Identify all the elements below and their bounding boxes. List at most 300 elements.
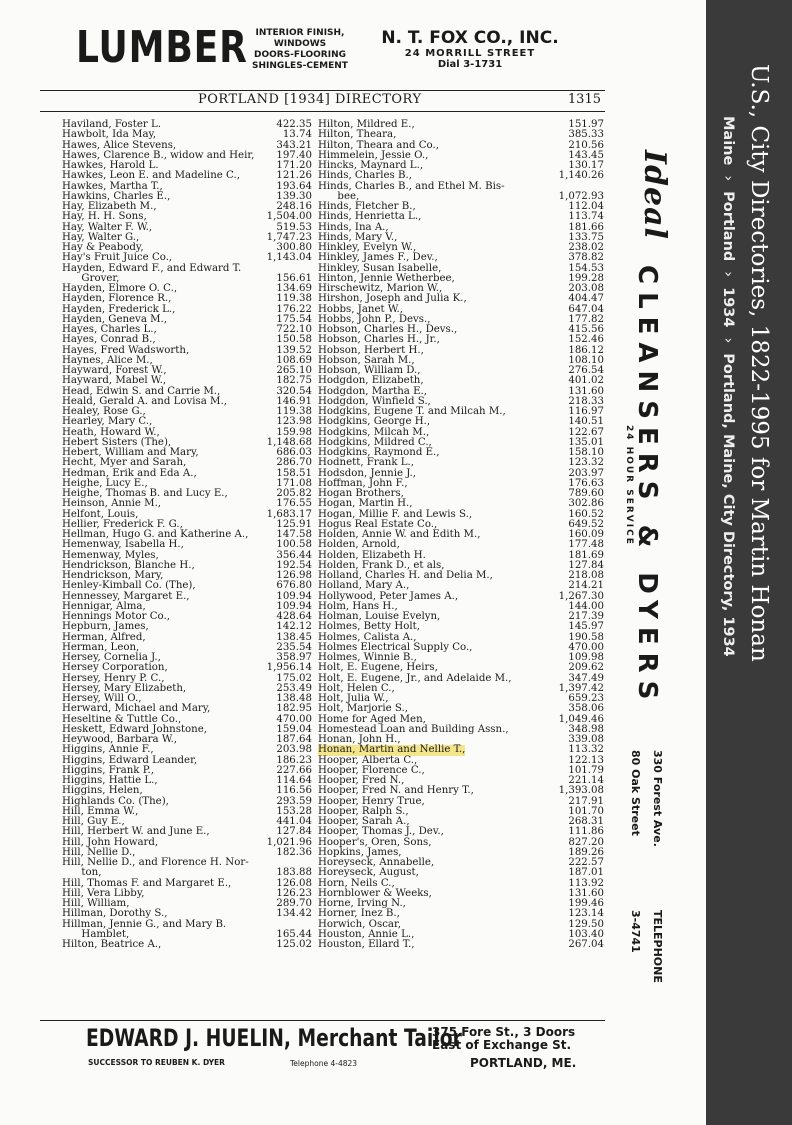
listing-name: Herman, Alfred, bbox=[62, 631, 146, 643]
breadcrumb bbox=[720, 116, 736, 657]
listing-name: Hennessey, Margaret E., bbox=[62, 590, 190, 602]
listing-name: Hooper, Fred N. and Henry T., bbox=[318, 785, 474, 797]
listing-value: 1,143.04 bbox=[266, 252, 312, 264]
listing-name: Holt, Julia W., bbox=[318, 693, 389, 704]
lumber-products: INTERIOR FINISH, WINDOWS DOORS-FLOORING SHINGLES-CEMENT bbox=[252, 28, 348, 71]
listing-name: Hamblet, bbox=[62, 928, 130, 940]
listing-name: Hodgdon, Martha E., bbox=[318, 385, 428, 397]
listing-name: Holmes, Calista A., bbox=[318, 631, 417, 643]
listing-name: Hemenway, Isabella H., bbox=[62, 539, 184, 551]
listing-value: 286.70 bbox=[276, 457, 312, 469]
listing-value: 134.42 bbox=[276, 908, 312, 920]
listing-value: 187.01 bbox=[568, 867, 604, 879]
listing-value: 470.00 bbox=[276, 713, 312, 725]
listing-name: Hooper's, Oren, Sons, bbox=[318, 836, 432, 848]
listing-name: Hooper, Florence C., bbox=[318, 764, 425, 776]
listing-value: 183.88 bbox=[276, 867, 312, 879]
listing-name: Hooper, Alberta C., bbox=[318, 754, 418, 766]
listing-value: 181.66 bbox=[568, 221, 604, 233]
listing-value: 385.33 bbox=[568, 129, 604, 141]
listing-value: 103.40 bbox=[568, 928, 604, 940]
listing-name: Holt, Marjorie S., bbox=[318, 703, 409, 715]
listing-value: 139.30 bbox=[276, 190, 312, 202]
listing-name: Heinson, Annie M., bbox=[62, 498, 162, 510]
listing-value: 199.28 bbox=[568, 272, 604, 284]
listing-name: Hill, Guy E., bbox=[62, 816, 125, 827]
listing-value: 123.98 bbox=[276, 416, 312, 428]
chevron-right-icon: › bbox=[720, 271, 736, 278]
listing-value: 348.98 bbox=[568, 723, 604, 735]
listing-value: 186.12 bbox=[568, 344, 604, 356]
listing-name: Hodgdon, Winfield S., bbox=[318, 395, 431, 407]
listing-row bbox=[318, 335, 604, 345]
listing-name: Hodgkins, Mildred C., bbox=[318, 436, 432, 448]
breadcrumb-maine[interactable]: Maine bbox=[720, 116, 736, 166]
listing-value: 659.23 bbox=[568, 693, 604, 704]
listing-value: 158.51 bbox=[276, 467, 312, 479]
listing-name: Holmes, Winnie B., bbox=[318, 652, 417, 663]
listing-value: 268.31 bbox=[568, 816, 604, 827]
listing-name: Henley-Kimball Co. (The), bbox=[62, 580, 196, 592]
listing-name: Hill, William, bbox=[62, 898, 130, 909]
listing-name: Holman, Louise Evelyn, bbox=[318, 611, 441, 622]
listing-value: 300.80 bbox=[276, 242, 312, 253]
telephone-number: 3-4741 bbox=[629, 910, 642, 953]
listing-value: 378.82 bbox=[568, 252, 604, 264]
listing-value: 347.49 bbox=[568, 672, 604, 684]
listing-name: Hobson, William D., bbox=[318, 365, 421, 376]
listing-value: 203.08 bbox=[568, 283, 604, 294]
listing-name: Horeyseck, Annabelle, bbox=[318, 857, 435, 868]
listing-row bbox=[62, 786, 312, 796]
listing-name: Higgins, Edward Leander, bbox=[62, 754, 198, 766]
listing-value: 182.75 bbox=[276, 375, 312, 387]
listing-value: 186.23 bbox=[276, 754, 312, 766]
listing-name: Hay & Peabody, bbox=[62, 242, 144, 253]
listing-name: Hedman, Erik and Eda A., bbox=[62, 467, 197, 479]
listing-value: 358.06 bbox=[568, 703, 604, 715]
listing-value: 171.20 bbox=[276, 160, 312, 171]
page-number: 1315 bbox=[567, 92, 601, 107]
listing-value: 129.50 bbox=[568, 918, 604, 930]
listing-value: 125.02 bbox=[276, 939, 312, 950]
listing-value: 187.64 bbox=[276, 734, 312, 745]
listing-value: 356.44 bbox=[276, 549, 312, 561]
listing-value: 147.58 bbox=[276, 529, 312, 540]
listing-name: Hinton, Jennie Wetherbee, bbox=[318, 272, 455, 284]
listing-row bbox=[318, 786, 604, 796]
listing-name: Horwich, Oscar, bbox=[318, 918, 401, 930]
listing-name: Houston, Annie L., bbox=[318, 928, 415, 940]
listing-name: Hennigar, Alma, bbox=[62, 600, 146, 612]
tailor-name: EDWARD J. HUELIN, Merchant Tailor bbox=[86, 1024, 462, 1052]
listing-row bbox=[318, 827, 604, 837]
listing-name: Hinkley, Evelyn W., bbox=[318, 242, 417, 253]
listing-name: Hodnett, Frank L., bbox=[318, 457, 415, 469]
listing-row bbox=[318, 581, 604, 591]
listing-name: Holt, E. Eugene, Heirs, bbox=[318, 662, 438, 674]
listing-name: Hayden, Geneva M., bbox=[62, 313, 168, 325]
listing-value: 235.54 bbox=[276, 641, 312, 653]
listing-name: Herward, Michael and Mary, bbox=[62, 703, 211, 715]
listing-name: Holland, Mary A., bbox=[318, 580, 410, 592]
listing-row bbox=[62, 909, 312, 919]
listing-row bbox=[62, 663, 312, 673]
listing-name: Hennings Motor Co., bbox=[62, 611, 170, 622]
page-header bbox=[40, 90, 605, 112]
tailor-city: PORTLAND, ME. bbox=[470, 1056, 577, 1070]
listing-name: Hooper, Sarah A., bbox=[318, 816, 410, 827]
listing-value: 789.60 bbox=[568, 488, 604, 499]
listing-value: 177.82 bbox=[568, 313, 604, 325]
listing-name: bee, bbox=[318, 190, 360, 202]
listing-name: Hobson, Sarah M., bbox=[318, 354, 415, 366]
listing-value: 203.98 bbox=[276, 744, 312, 756]
listing-value: 153.28 bbox=[276, 805, 312, 817]
listing-name: Hinkley, James F., Dev., bbox=[318, 252, 438, 264]
listing-name: Hebert Sisters (The), bbox=[62, 436, 172, 448]
listing-value: 13.74 bbox=[282, 129, 312, 141]
listing-name: Hay, Elizabeth M., bbox=[62, 201, 157, 212]
listing-name: Holmes, Betty Holt, bbox=[318, 621, 420, 633]
listing-value: 135.01 bbox=[568, 436, 604, 448]
listing-name: Horeyseck, August, bbox=[318, 867, 419, 879]
listing-row bbox=[318, 499, 604, 509]
listing-value: 358.97 bbox=[276, 652, 312, 663]
listing-value: 116.56 bbox=[276, 785, 312, 797]
listing-row bbox=[62, 253, 312, 263]
listing-row bbox=[62, 294, 312, 304]
listing-row bbox=[318, 417, 604, 427]
listing-name: Himmelein, Jessie O., bbox=[318, 149, 429, 161]
listing-row bbox=[62, 940, 312, 950]
listing-name: Head, Edwin S. and Carrie M., bbox=[62, 385, 221, 397]
listing-value: 265.10 bbox=[276, 365, 312, 376]
listing-name: Hooper, Ralph S., bbox=[318, 805, 409, 817]
listing-name: Hawkins, Charles E., bbox=[62, 190, 171, 202]
listing-name: Hill, Nellie D., bbox=[62, 846, 136, 858]
listing-name: Higgins, Frank P., bbox=[62, 764, 154, 776]
record-title: U.S., City Directories, 1822-1995 for Martin Honan bbox=[746, 64, 772, 662]
listing-name: Homestead Loan and Building Assn., bbox=[318, 723, 509, 735]
listing-name: Hilton, Theara and Co., bbox=[318, 139, 439, 151]
listing-value: 470.00 bbox=[568, 641, 604, 653]
listing-name: Hincks, Maynard L., bbox=[318, 160, 424, 171]
listing-value: 139.52 bbox=[276, 344, 312, 356]
listing-value: 154.53 bbox=[568, 262, 604, 274]
listing-value: 113.32 bbox=[568, 744, 604, 756]
listing-name: Hogan, Martin H., bbox=[318, 498, 413, 510]
listing-value: 404.47 bbox=[568, 293, 604, 305]
listing-name: Hayden, Frederick L., bbox=[62, 303, 176, 315]
listing-name: Horn, Neils C., bbox=[318, 877, 395, 889]
listing-value: 182.36 bbox=[276, 846, 312, 858]
listing-name: Herman, Leon, bbox=[62, 641, 140, 653]
listing-name: Hillman, Dorothy S., bbox=[62, 908, 168, 920]
listing-name: Hinds, Fletcher B., bbox=[318, 201, 416, 212]
listing-name: Hobson, Charles H., Jr., bbox=[318, 334, 440, 346]
listing-name: Holland, Charles H. and Delia M., bbox=[318, 570, 493, 581]
listing-name: Hoffman, John F., bbox=[318, 477, 408, 489]
listing-value: 1,267.30 bbox=[558, 590, 604, 602]
listing-name: Honan, Martin and Nellie T., bbox=[318, 744, 466, 756]
listing-name: Hopkins, James, bbox=[318, 846, 402, 858]
listing-name: Hay, H. H. Sons, bbox=[62, 211, 147, 223]
listing-name: Hobbs, Janet W., bbox=[318, 303, 404, 315]
cleansers-heading: CLEANSERS & DYERS bbox=[632, 265, 662, 708]
listing-name: Healey, Rose G., bbox=[62, 406, 146, 417]
listing-value: 276.54 bbox=[568, 365, 604, 376]
listing-name: Hinkley, Susan Isabelle, bbox=[318, 262, 442, 274]
listing-name: Hawes, Clarence B., widow and Heir, bbox=[62, 149, 255, 161]
listing-value: 126.23 bbox=[276, 887, 312, 899]
listing-row bbox=[62, 827, 312, 837]
listing-value: 193.64 bbox=[276, 180, 312, 192]
listing-value: 676.80 bbox=[276, 580, 312, 592]
listing-value: 218.08 bbox=[568, 570, 604, 581]
listing-value: 190.58 bbox=[568, 631, 604, 643]
listing-name: Hawkes, Martha T., bbox=[62, 180, 163, 192]
listing-name: Horne, Irving N., bbox=[318, 898, 406, 909]
cleansers-advertisement bbox=[612, 120, 682, 1020]
listing-name: Hersey, Henry P. C., bbox=[62, 672, 165, 684]
listing-name: Hill, Herbert W. and June E., bbox=[62, 826, 210, 838]
chevron-right-icon: › bbox=[720, 175, 736, 182]
listing-value: 146.91 bbox=[276, 395, 312, 407]
listing-name: Honan, John H., bbox=[318, 734, 401, 745]
listing-value: 248.16 bbox=[276, 201, 312, 212]
listing-name: Hooper, Fred N., bbox=[318, 775, 405, 786]
listing-value: 1,683.17 bbox=[266, 508, 312, 520]
listing-name: Heywood, Barbara W., bbox=[62, 734, 178, 745]
listing-name: Hodgkins, Eugene T. and Milcah M., bbox=[318, 406, 506, 417]
listing-name: Hayes, Fred Wadsworth, bbox=[62, 344, 190, 356]
listing-name: ton, bbox=[62, 867, 102, 879]
listing-value: 401.02 bbox=[568, 375, 604, 387]
listing-name: Hornblower & Weeks, bbox=[318, 887, 432, 899]
listing-value: 165.44 bbox=[276, 928, 312, 940]
listing-value: 127.84 bbox=[276, 826, 312, 838]
listing-value: 203.97 bbox=[568, 467, 604, 479]
listing-name: Hilton, Mildred E., bbox=[318, 119, 415, 130]
listing-value: 422.35 bbox=[276, 119, 312, 130]
listing-name: Higgins, Helen, bbox=[62, 785, 143, 797]
listing-value: 158.10 bbox=[568, 447, 604, 458]
ideal-logo: Ideal bbox=[637, 150, 672, 240]
listing-name: Hillman, Jennie G., and Mary B. bbox=[62, 918, 227, 930]
listing-name: Hogus Real Estate Co., bbox=[318, 518, 438, 530]
listing-value: 210.56 bbox=[568, 139, 604, 151]
listing-name: Hay's Fruit Juice Co., bbox=[62, 252, 173, 264]
listing-value: 238.02 bbox=[568, 242, 604, 253]
listing-name: Heseltine & Tuttle Co., bbox=[62, 713, 182, 725]
listing-name: Hayward, Mabel W., bbox=[62, 375, 167, 387]
listing-value: 113.74 bbox=[568, 211, 604, 223]
listing-name: Hersey Corporation, bbox=[62, 662, 168, 674]
listing-row bbox=[318, 294, 604, 304]
listing-row bbox=[62, 417, 312, 427]
listing-value: 140.51 bbox=[568, 416, 604, 428]
listing-value: 160.09 bbox=[568, 529, 604, 540]
listing-value: 181.69 bbox=[568, 549, 604, 561]
listing-row bbox=[318, 940, 604, 950]
listing-value: 827.20 bbox=[568, 836, 604, 848]
listing-value: 428.64 bbox=[276, 611, 312, 622]
listing-name: Hayes, Charles L., bbox=[62, 324, 157, 335]
listing-value: 109.98 bbox=[568, 652, 604, 663]
listing-value: 441.04 bbox=[276, 816, 312, 827]
listing-name: Hill, Emma W., bbox=[62, 805, 139, 817]
listing-row bbox=[62, 212, 312, 222]
listing-row bbox=[318, 745, 604, 755]
listing-value: 131.60 bbox=[568, 385, 604, 397]
listing-value: 143.45 bbox=[568, 149, 604, 161]
listing-name: Hearley, Mary C., bbox=[62, 416, 153, 428]
listing-row bbox=[318, 868, 604, 878]
listing-name: Hill, Thomas F. and Margaret E., bbox=[62, 877, 232, 889]
company-address: 24 MORRILL STREET bbox=[404, 48, 536, 59]
listing-value: 176.55 bbox=[276, 498, 312, 510]
listing-name: Holt, Helen C., bbox=[318, 682, 395, 694]
listing-name: Hersey, Mary Elizabeth, bbox=[62, 682, 187, 694]
listing-value: 1,397.42 bbox=[558, 682, 604, 694]
chevron-right-icon: › bbox=[720, 337, 736, 344]
listing-name: Hayden, Edward F., and Edward T. bbox=[62, 262, 242, 274]
left-listing-column bbox=[62, 120, 312, 950]
breadcrumb-directory[interactable]: Portland, Maine, City Directory, 1934 bbox=[720, 353, 736, 657]
address-forest-ave: 330 Forest Ave. bbox=[651, 750, 664, 847]
listing-value: 101.79 bbox=[568, 764, 604, 776]
listing-name: Hirschewitz, Marion W., bbox=[318, 283, 443, 294]
listing-value: 130.17 bbox=[568, 160, 604, 171]
telephone-label: TELEPHONE bbox=[651, 910, 664, 983]
listing-name: Hodgkins, Raymond E., bbox=[318, 447, 440, 458]
listing-value: 150.58 bbox=[276, 334, 312, 346]
listing-value: 127.84 bbox=[568, 559, 604, 571]
listing-row bbox=[318, 663, 604, 673]
listing-row bbox=[318, 909, 604, 919]
listing-value: 109.94 bbox=[276, 600, 312, 612]
listing-value: 121.26 bbox=[276, 170, 312, 182]
listing-name: Hilton, Beatrice A., bbox=[62, 939, 162, 950]
listing-value: 152.46 bbox=[568, 334, 604, 346]
listing-name: Haynes, Alice M., bbox=[62, 354, 153, 366]
listing-name: Hawbolt, Ida May, bbox=[62, 129, 157, 141]
listing-value: 112.04 bbox=[568, 201, 604, 212]
listing-value: 126.08 bbox=[276, 877, 312, 889]
breadcrumb-portland[interactable]: Portland bbox=[720, 191, 736, 262]
listing-name: Hollywood, Peter James A., bbox=[318, 590, 459, 602]
listing-value: 123.32 bbox=[568, 457, 604, 469]
listing-name: Heighe, Lucy E., bbox=[62, 477, 148, 489]
listing-name: Holden, Frank D., et als, bbox=[318, 559, 445, 571]
listing-name: Hobson, Herbert H., bbox=[318, 344, 424, 356]
listing-value: 175.02 bbox=[276, 672, 312, 684]
listing-value: 415.56 bbox=[568, 324, 604, 335]
listing-value: 649.52 bbox=[568, 518, 604, 530]
listing-name: Holmes Electrical Supply Co., bbox=[318, 641, 473, 653]
listing-value: 1,504.00 bbox=[266, 211, 312, 223]
listing-name: Hay, Walter G., bbox=[62, 231, 140, 243]
listing-row bbox=[62, 581, 312, 591]
listing-name: Haviland, Foster L. bbox=[62, 119, 161, 130]
listing-row bbox=[62, 499, 312, 509]
listing-name: Holden, Annie W. and Edith M., bbox=[318, 529, 481, 540]
listing-value: 142.12 bbox=[276, 621, 312, 633]
listing-name: Hayward, Forest W., bbox=[62, 365, 167, 376]
listing-value: 123.14 bbox=[568, 908, 604, 920]
listing-name: Higgins, Annie F., bbox=[62, 744, 154, 756]
listing-name: Holm, Hans H., bbox=[318, 600, 398, 612]
listing-value: 1,956.14 bbox=[266, 662, 312, 674]
listing-name: Hodgkins, George H., bbox=[318, 416, 431, 428]
listing-value: 197.40 bbox=[276, 149, 312, 161]
listing-value: 343.21 bbox=[276, 139, 312, 151]
listing-value: 145.97 bbox=[568, 621, 604, 633]
company-dial: Dial 3-1731 bbox=[437, 59, 503, 70]
listing-value: 214.21 bbox=[568, 580, 604, 592]
listing-value: 519.53 bbox=[276, 221, 312, 233]
listing-name: Hendrickson, Mary, bbox=[62, 570, 164, 581]
listing-value: 1,021.96 bbox=[266, 836, 312, 848]
listing-name: Horner, Inez B., bbox=[318, 908, 400, 920]
listing-name: Hebert, William and Mary, bbox=[62, 447, 199, 458]
listing-name: Hill, Vera Libby, bbox=[62, 887, 145, 899]
tailor-telephone: Telephone 4-4823 bbox=[290, 1059, 358, 1068]
listing-value: 217.39 bbox=[568, 611, 604, 622]
listing-row bbox=[318, 171, 604, 181]
listing-value: 116.97 bbox=[568, 406, 604, 417]
directory-title: PORTLAND [1934] DIRECTORY bbox=[198, 92, 422, 107]
listing-value: 1,072.93 bbox=[558, 190, 604, 202]
listing-value: 227.66 bbox=[276, 764, 312, 776]
listing-name: Grover, bbox=[62, 272, 120, 284]
listing-row bbox=[318, 212, 604, 222]
listing-value: 199.46 bbox=[568, 898, 604, 909]
listing-value: 176.22 bbox=[276, 303, 312, 315]
listing-value: 133.75 bbox=[568, 231, 604, 243]
listing-value: 267.04 bbox=[568, 939, 604, 950]
listing-row bbox=[62, 868, 312, 878]
listing-name: Holt, E. Eugene, Jr., and Adelaide M., bbox=[318, 672, 512, 684]
listing-row bbox=[62, 745, 312, 755]
listing-value: 114.64 bbox=[276, 775, 312, 786]
listing-name: Hellman, Hugo G. and Katherine A., bbox=[62, 529, 249, 540]
breadcrumb-1934[interactable]: 1934 bbox=[720, 287, 736, 328]
address-oak-street: 80 Oak Street bbox=[629, 750, 642, 836]
listing-name: Hawkes, Leon E. and Madeline C., bbox=[62, 170, 240, 182]
listing-row bbox=[62, 704, 312, 714]
listing-name: Hill, John Howard, bbox=[62, 836, 159, 848]
listing-value: 209.62 bbox=[568, 662, 604, 674]
listing-name: Hill, Nellie D., and Florence H. Nor- bbox=[62, 857, 249, 868]
listing-row bbox=[318, 376, 604, 386]
listing-value: 222.57 bbox=[568, 857, 604, 868]
listing-value: 151.97 bbox=[568, 119, 604, 130]
listing-value: 159.98 bbox=[276, 426, 312, 438]
listing-name: Hirshon, Joseph and Julia K., bbox=[318, 293, 467, 305]
listing-value: 131.60 bbox=[568, 887, 604, 899]
listing-name: Hodsdon, Jennie J., bbox=[318, 467, 416, 479]
listing-name: Hilton, Theara, bbox=[318, 129, 397, 141]
listing-value: 302.86 bbox=[568, 498, 604, 510]
listing-row bbox=[318, 458, 604, 468]
listing-row bbox=[318, 130, 604, 140]
listing-value: 1,140.26 bbox=[558, 170, 604, 182]
listing-name: Hinds, Ina A., bbox=[318, 221, 389, 233]
listing-name: Hogan, Millie F. and Lewis S., bbox=[318, 508, 473, 520]
listing-name: Hecht, Myer and Sarah, bbox=[62, 457, 187, 469]
